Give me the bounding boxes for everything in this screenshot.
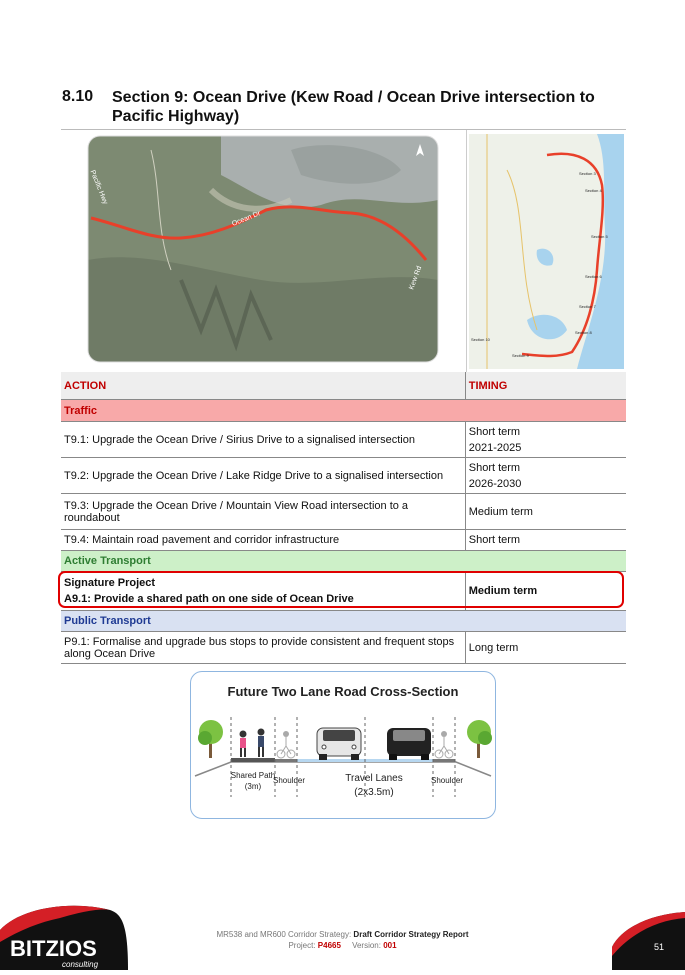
label-travel-lanes: Travel Lanes — [345, 773, 403, 784]
category-active-transport — [61, 551, 626, 572]
overview-map — [467, 130, 626, 373]
map-label-kew-rd: Kew Rd — [408, 265, 424, 291]
table-row — [61, 458, 626, 494]
map-panel — [61, 129, 626, 373]
label-shared-path: Shared Path — [230, 771, 276, 780]
label-travel-lanes-size: (2x3.5m) — [354, 787, 394, 798]
footer-text — [0, 930, 685, 950]
label-shoulder-left: Shoulder — [272, 776, 306, 785]
signature-highlight-box — [58, 571, 624, 608]
tree-icon — [198, 720, 223, 758]
timing-term: Short term — [468, 425, 521, 438]
action-cell: T9.4: Maintain road pavement and corridor infrastructure — [61, 530, 465, 551]
overview-label-section-4: Section 4 — [585, 188, 602, 193]
header-action: ACTION — [61, 372, 465, 400]
logo-text: BITZIOS — [10, 936, 97, 961]
map-label-ocean-dr: Ocean Dr — [231, 210, 262, 228]
table-row — [61, 530, 626, 551]
car-icon — [387, 728, 431, 760]
footer-project-label: Project: — [288, 941, 316, 950]
label-shared-path-size: (3m) — [244, 782, 262, 791]
signature-label: Signature Project — [64, 577, 156, 589]
tree-icon — [467, 720, 492, 758]
cyclist-icon — [435, 731, 453, 758]
timing-term: Short term — [468, 461, 521, 474]
page-number: 51 — [654, 942, 665, 952]
footer-project: P4665 — [317, 941, 341, 950]
category-label: Active Transport — [61, 551, 626, 572]
overview-label-section-9: Section 9 — [512, 353, 529, 358]
timing-cell — [465, 422, 626, 458]
overview-label-section-5: Section 5 — [591, 234, 608, 239]
aerial-map — [61, 130, 465, 373]
timing-cell: Short term — [465, 530, 626, 551]
cyclist-icon — [277, 731, 295, 758]
timing-years: 2026-2030 — [468, 477, 522, 490]
timing-cell: Medium term — [465, 494, 626, 530]
footer-doc: MR538 and MR600 Corridor Strategy: — [216, 930, 352, 939]
category-label: Traffic — [61, 400, 626, 422]
action-cell: T9.3: Upgrade the Ocean Drive / Mountain View Road intersection to a roundabout — [61, 494, 465, 530]
overview-label-section-10: Section 10 — [471, 337, 490, 342]
timing-cell — [465, 458, 626, 494]
timing-cell: Long term — [465, 632, 626, 664]
table-row — [61, 422, 626, 458]
logo-subtext: consulting — [62, 960, 99, 969]
signature-action: A9.1: Provide a shared path on one side of Ocean Drive — [64, 593, 354, 605]
label-shoulder-right: Shoulder — [430, 776, 464, 785]
footer-report: Draft Corridor Strategy Report — [353, 930, 469, 939]
overview-label-section-8: Section 8 — [575, 330, 592, 335]
category-public-transport — [61, 611, 626, 632]
table-row — [61, 632, 626, 664]
car-icon — [317, 728, 361, 760]
pedestrian-icon — [240, 731, 247, 758]
pedestrian-icon — [258, 729, 265, 758]
category-traffic — [61, 400, 626, 422]
cross-section-diagram — [190, 671, 496, 819]
map-label-pacific-hwy: Pacific Hwy — [88, 169, 109, 206]
cross-section-title: Future Two Lane Road Cross-Section — [227, 684, 459, 699]
action-cell: P9.1: Formalise and upgrade bus stops to provide consistent and frequent stops along Ocean Drive — [61, 632, 465, 664]
timing-years: 2021-2025 — [468, 441, 522, 454]
section-title: Section 9: Ocean Drive (Kew Road / Ocean Drive intersection to Pacific Highway) — [112, 89, 595, 125]
category-label: Public Transport — [61, 611, 626, 632]
timing-cell: Medium term — [465, 572, 626, 611]
table-row — [61, 494, 626, 530]
footer-version-label: Version: — [352, 941, 381, 950]
section-number: 8.10 — [62, 88, 94, 105]
overview-label-section-6: Section 6 — [585, 274, 602, 279]
page-number-badge — [612, 912, 685, 970]
footer-version: 001 — [383, 941, 397, 950]
action-cell: T9.2: Upgrade the Ocean Drive / Lake Ridge Drive to a signalised intersection — [61, 458, 465, 494]
actions-table — [61, 372, 626, 664]
table-header — [61, 372, 626, 400]
header-timing: TIMING — [465, 372, 626, 400]
action-cell: T9.1: Upgrade the Ocean Drive / Sirius Drive to a signalised intersection — [61, 422, 465, 458]
overview-label-section-3: Section 3 — [579, 171, 596, 176]
overview-label-section-7: Section 7 — [579, 304, 596, 309]
